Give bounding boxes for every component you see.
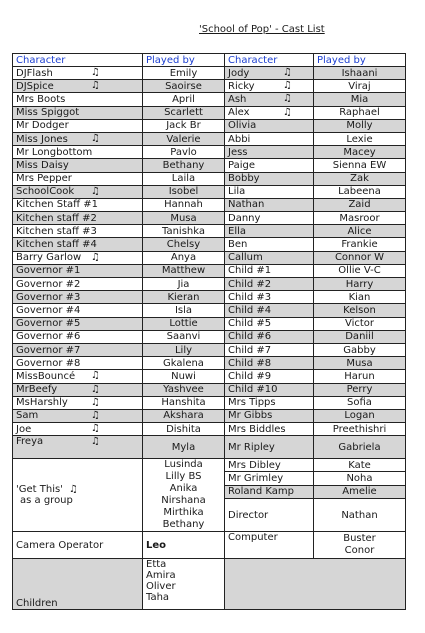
table-row [13,146,406,159]
character-cell [13,212,143,225]
actor-cell: Jia [143,278,225,291]
actor-cell: Akshara [143,409,225,422]
table-row [13,264,406,277]
character-name: Child #5 [228,318,272,330]
character-cell [13,238,143,251]
music-note-icon: ♫ [283,80,292,92]
group-actors-cell [143,459,225,532]
actor-cell: Labeena [314,185,406,198]
actor-cell: Zak [314,172,406,185]
character-cell: Mr Grimley [225,472,314,485]
actor-name: Oliver [146,581,176,593]
cast-table-body [13,67,406,610]
actor-cell: April [143,93,225,106]
character-cell [13,93,143,106]
actor-cell: Ishaani [314,67,406,80]
character-cell [13,343,143,356]
table-row [13,357,406,370]
character-cell [225,93,314,106]
actor-name: Anika [169,483,198,495]
actor-cell: Sofia [314,396,406,409]
actor-cell: Laila [143,172,225,185]
character-name: Mrs Pepper [16,173,72,185]
character-cell: Director [225,498,314,531]
actor-cell: Emily [143,67,225,80]
character-cell [225,80,314,93]
character-cell [225,212,314,225]
table-row [13,132,406,145]
table-row [13,459,406,472]
character-cell [225,383,314,396]
character-name: Miss Spiggot [16,107,80,119]
character-name: Kitchen staff #2 [16,212,97,224]
actor-cell: Zaid [314,198,406,211]
actor-cell: Kate [314,459,406,472]
character-name: Ella [228,225,247,237]
character-cell [13,80,143,93]
actor-cell: Lily [143,343,225,356]
empty-cell [225,559,406,610]
character-cell [225,67,314,80]
actor-cell: Masroor [314,212,406,225]
actor-cell: Hanshita [143,396,225,409]
actor-cell: Alice [314,225,406,238]
music-note-icon: ♫ [91,436,100,448]
actor-cell: Gabriela [314,436,406,459]
actor-cell: Gabby [314,343,406,356]
character-name: Child #10 [228,384,278,396]
character-name: Nathan [228,199,265,211]
character-cell: Roland Kamp [225,485,314,498]
table-row [13,251,406,264]
table-row [13,119,406,132]
character-cell [225,185,314,198]
music-note-icon: ♫ [283,67,292,78]
music-note-icon: ♫ [283,106,292,118]
character-cell [225,132,314,145]
actor-cell: Ollie V-C [314,264,406,277]
character-cell: Mrs Dibley [225,459,314,472]
actor-cell: Kieran [143,291,225,304]
character-name: Mrs Biddles [228,423,286,435]
character-name: SchoolCook [16,186,75,198]
character-cell [225,343,314,356]
character-cell [225,172,314,185]
table-row [13,93,406,106]
header-character: Character [225,54,314,67]
character-name: Child #2 [228,278,272,290]
actor-cell: Saoirse [143,80,225,93]
character-name: Paige [228,159,255,171]
character-name: Ben [228,239,248,251]
table-row [13,80,406,93]
character-cell [225,396,314,409]
group-label: 'Get This' [16,484,63,496]
actor-cell: Nathan [314,498,406,531]
music-note-icon: ♫ [91,409,100,421]
actor-cell: Nuwi [143,370,225,383]
header-character: Character [13,54,143,67]
actor-name: Mirthika [163,507,204,519]
character-cell: Camera Operator [13,532,143,559]
actor-cell: Perry [314,383,406,396]
actor-cell: Amelie [314,485,406,498]
character-cell [13,357,143,370]
character-name: Sam [16,410,39,422]
group-label-suffix: as a group [20,495,73,507]
character-name: Governor #6 [16,331,81,343]
character-name: Governor #4 [16,304,81,316]
actor-cell: Jack Br [143,119,225,132]
header-played-by: Played by [314,54,406,67]
character-name: Governor #1 [16,265,81,277]
actor-cell: Saanvi [143,330,225,343]
character-cell [225,238,314,251]
music-note-icon: ♫ [91,132,100,144]
table-row [13,159,406,172]
music-note-icon: ♫ [91,80,100,92]
character-cell [225,119,314,132]
character-cell [225,357,314,370]
actor-cell: Anya [143,251,225,264]
character-name: Barry Garlow [16,252,82,264]
actor-cell: Macey [314,146,406,159]
actor-cell: Tanishka [143,225,225,238]
character-name: DJFlash [16,67,53,79]
music-note-icon: ♫ [91,251,100,263]
character-name: Governor #5 [16,318,81,330]
character-cell [225,159,314,172]
character-name: Child #9 [228,370,272,382]
character-cell [13,185,143,198]
character-name: Kitchen staff #3 [16,225,97,237]
character-name: Mrs Boots [16,93,66,105]
character-cell [13,198,143,211]
actor-name: Amira [146,570,176,582]
table-row [13,172,406,185]
character-name: Kitchen staff #4 [16,239,97,251]
character-cell [13,132,143,145]
actor-cell [143,559,225,610]
table-row [13,330,406,343]
character-cell [13,172,143,185]
actor-cell: Sienna EW [314,159,406,172]
music-note-icon: ♫ [91,396,100,408]
table-row [13,559,406,610]
music-note-icon: ♫ [91,383,100,395]
actor-cell: Frankie [314,238,406,251]
table-row [13,212,406,225]
music-note-icon: ♫ [91,67,100,78]
character-cell [13,278,143,291]
character-cell [225,304,314,317]
character-name: Child #8 [228,357,272,369]
character-cell: Children [13,559,143,610]
table-row [13,291,406,304]
table-row [13,343,406,356]
actor-cell: Isobel [143,185,225,198]
character-cell [225,409,314,422]
character-name: Abbi [228,133,251,145]
character-cell [13,251,143,264]
actor-cell: Kelson [314,304,406,317]
actor-name: Taha [146,592,170,604]
character-cell [225,264,314,277]
character-name: Mrs Tipps [228,397,276,409]
actor-cell: Myla [143,436,225,459]
actor-cell: Chelsy [143,238,225,251]
character-cell [13,409,143,422]
character-cell [13,330,143,343]
actor-cell: Matthew [143,264,225,277]
table-row [13,383,406,396]
character-cell [225,146,314,159]
actor-cell: Pavlo [143,146,225,159]
music-note-icon: ♫ [91,185,100,197]
actor-cell: Viraj [314,80,406,93]
character-cell [13,119,143,132]
character-name: Miss Daisy [16,159,69,171]
character-cell [225,225,314,238]
actor-cell: Noha [314,472,406,485]
character-name: MsHarshly [16,397,68,409]
actor-cell: Lottie [143,317,225,330]
group-label-cell [13,459,143,532]
character-name: MissBouncé [16,370,76,382]
character-name: Child #1 [228,265,272,277]
music-note-icon: ♫ [283,93,292,105]
character-cell [225,291,314,304]
character-name: MrBeefy [16,384,58,396]
actor-cell: Gkalena [143,357,225,370]
character-cell [13,106,143,119]
character-name: Bobby [228,173,260,185]
character-cell [225,106,314,119]
character-name: Child #3 [228,291,272,303]
actor-name: Etta [146,559,167,571]
character-cell [13,67,143,80]
music-note-icon: ♫ [91,423,100,435]
character-name: Child #4 [228,304,272,316]
actor-cell: Connor W [314,251,406,264]
character-cell [13,317,143,330]
character-name: Lila [228,186,246,198]
table-row [13,396,406,409]
character-name: Joe [16,423,32,435]
table-row [13,225,406,238]
character-name: Governor #3 [16,291,81,303]
music-note-icon: ♫ [91,370,100,382]
actor-name: Bethany [162,519,205,531]
actor-cell: Daniil [314,330,406,343]
table-row [13,67,406,80]
actor-name: Nirshana [161,495,206,507]
table-row [13,436,406,459]
character-cell [13,396,143,409]
table-row [13,198,406,211]
actor-cell: Dishita [143,423,225,436]
actor-cell: Valerie [143,132,225,145]
character-cell [225,423,314,436]
character-name: Mr Dodger [16,120,69,132]
page-title: 'School of Pop' - Cast List [199,24,325,35]
character-name: Mr Gibbs [228,410,273,422]
character-cell [225,278,314,291]
character-name: Jess [228,146,248,158]
character-name: Ash [228,93,247,105]
table-row [13,423,406,436]
character-name: Ricky [228,80,255,92]
table-row [13,304,406,317]
table-row [13,238,406,251]
character-cell: Mr Ripley [225,436,314,459]
actor-cell: Harun [314,370,406,383]
character-name: Governor #8 [16,357,81,369]
actor-cell: Victor [314,317,406,330]
actor-cell: Musa [314,357,406,370]
actor-cell: Musa [143,212,225,225]
actor-cell: Scarlett [143,106,225,119]
character-name: Governor #7 [16,344,81,356]
actor-cell: Kian [314,291,406,304]
actor-cell: Logan [314,409,406,422]
actor-name: Buster [343,533,376,545]
character-cell [225,198,314,211]
actor-name: Conor [344,545,375,557]
cast-table [12,53,406,610]
character-cell [225,317,314,330]
character-cell [13,225,143,238]
character-cell [13,436,143,459]
character-cell: Computer [225,532,314,559]
table-row [13,409,406,422]
character-name: Jody [228,67,250,79]
character-cell [13,146,143,159]
actor-name: Lusinda [164,459,203,471]
header-row [13,54,406,67]
character-name: Freya [16,436,44,448]
character-name: Danny [228,212,261,224]
table-row [13,106,406,119]
character-name: Child #6 [228,331,272,343]
actor-cell: Hannah [143,198,225,211]
character-name: Olivia [228,120,257,132]
character-cell [13,423,143,436]
character-cell [225,251,314,264]
character-name: Miss Jones [16,133,68,145]
table-row [13,532,406,559]
character-name: DJSpice [16,80,54,92]
actor-cell [314,532,406,559]
actor-cell: Raphael [314,106,406,119]
actor-cell: Mia [314,93,406,106]
music-note-icon: ♫ [68,484,78,496]
actor-cell: Lexie [314,132,406,145]
character-name: Callum [228,252,263,264]
character-cell [13,291,143,304]
character-cell [13,370,143,383]
actor-cell: Yashvee [143,383,225,396]
character-name: Child #7 [228,344,272,356]
actor-cell: Preethishri [314,423,406,436]
character-cell [225,370,314,383]
table-row [13,278,406,291]
table-row [13,185,406,198]
character-cell [13,264,143,277]
character-name: Alex [228,107,250,119]
table-row [13,370,406,383]
actor-cell: Harry [314,278,406,291]
actor-cell: Bethany [143,159,225,172]
actor-cell: Isla [143,304,225,317]
character-cell [13,159,143,172]
character-cell [225,330,314,343]
actor-cell: Molly [314,119,406,132]
actor-name: Lilly BS [165,471,202,483]
character-name: Mr Longbottom [16,146,93,158]
character-cell [13,383,143,396]
actor-cell: Leo [143,532,225,559]
character-name: Kitchen Staff #1 [16,199,98,211]
table-row [13,317,406,330]
character-name: Governor #2 [16,278,81,290]
character-cell [13,304,143,317]
header-played-by: Played by [143,54,225,67]
